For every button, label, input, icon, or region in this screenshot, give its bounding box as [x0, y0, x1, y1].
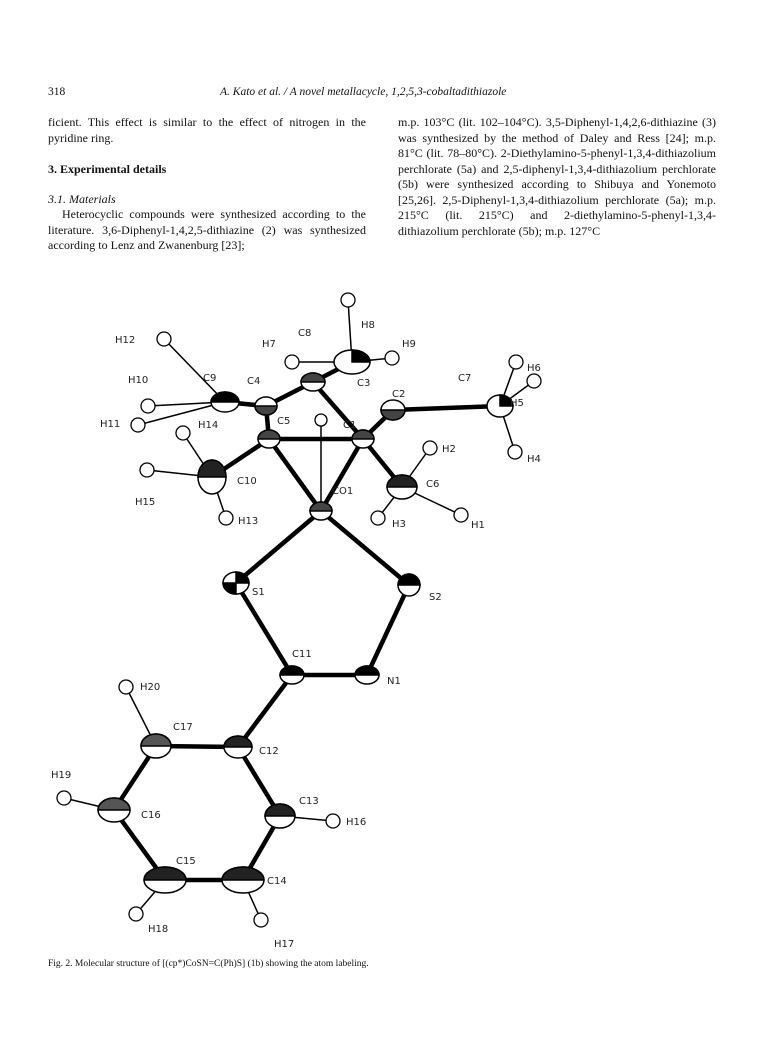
molecular-structure-figure — [40, 280, 640, 955]
atom-label-H7: H7 — [262, 339, 276, 350]
atom-label-C9: C9 — [203, 373, 217, 384]
atom-label-C4: C4 — [247, 376, 261, 387]
atom-label-C3: C3 — [357, 378, 371, 389]
atom-label-H20: H20 — [140, 682, 161, 693]
left-paragraph-2: Heterocyclic compounds were synthesized according to the literature. 3,6-Diphenyl-1,4,2,5-dithiazine (2) was synthesized according to Lenz and Zwanenburg [23]; — [48, 207, 366, 252]
atom-label-H9: H9 — [402, 339, 416, 350]
atom-label-CO1: CO1 — [332, 486, 354, 497]
atom-label-C16: C16 — [141, 810, 161, 821]
atom-label-H15: H15 — [135, 497, 156, 508]
left-paragraph-1: ficient. This effect is similar to the effect of nitrogen in the pyridine ring. — [48, 115, 366, 145]
figure-caption: Fig. 2. Molecular structure of [(cp*)CoSN=C(Ph)S] (1b) showing the atom labeling. — [48, 959, 369, 969]
atom-label-H3: H3 — [392, 519, 406, 530]
ortep-diagram — [40, 280, 640, 955]
page-number: 318 — [48, 86, 66, 98]
atom-label-C5: C5 — [277, 416, 291, 427]
atom-label-C15: C15 — [176, 856, 196, 867]
atom-label-H1: H1 — [471, 520, 485, 531]
atom-label-N1: N1 — [387, 676, 401, 687]
atom-label-C17: C17 — [173, 722, 193, 733]
atom-label-S1: S1 — [252, 587, 265, 598]
atom-label-C11: C11 — [292, 649, 312, 660]
atom-label-C14: C14 — [267, 876, 287, 887]
right-column — [398, 115, 716, 239]
atom-label-H13: H13 — [238, 516, 259, 527]
atom-label-C7: C7 — [458, 373, 472, 384]
atom-label-C10: C10 — [237, 476, 257, 487]
atom-label-H6: H6 — [527, 363, 541, 374]
atom-label-C12: C12 — [259, 746, 279, 757]
left-column — [48, 115, 366, 254]
atom-label-C1: C1 — [343, 420, 357, 431]
atom-label-C13: C13 — [299, 796, 319, 807]
atom-label-H14: H14 — [198, 420, 219, 431]
atom-label-H10: H10 — [128, 375, 149, 386]
atom-label-C2: C2 — [392, 389, 406, 400]
section-heading: 3. Experimental details — [48, 162, 167, 176]
atom-label-H2: H2 — [442, 444, 456, 455]
atom-label-H18: H18 — [148, 924, 169, 935]
atom-label-H4: H4 — [527, 454, 541, 465]
atom-label-H12: H12 — [115, 335, 136, 346]
atom-label-H17: H17 — [274, 939, 295, 950]
atom-label-S2: S2 — [429, 592, 442, 603]
atom-label-H16: H16 — [346, 817, 367, 828]
running-title: A. Kato et al. / A novel metallacycle, 1,2,5,3-cobaltadithiazole — [220, 86, 507, 98]
right-paragraph-1: m.p. 103°C (lit. 102–104°C). 3,5-Diphenyl-1,4,2,6-dithiazine (3) was synthesized by the method of Daley and Ress [24]; m.p. 81°C (lit. 78–80°C). 2-Diethylamino-5-phenyl-1,3,4-dithiazolium perchlorate (5a) and 2,5-diphenyl-1,3,4-dithiazolium perchlorate (5b) were synthesized according to Shibuya and Yonemoto [25,26]. 2,5-Diphenyl-1,3,4-dithiazolium perchlorate (5a); m.p. 215°C (lit. 215°C) and 2-diethylamino-5-phenyl-1,3,4-dithiazolium perchlorate (5b); m.p. 127°C — [398, 115, 716, 238]
atom-label-H11: H11 — [100, 419, 121, 430]
atom-label-H8: H8 — [361, 320, 375, 331]
atom-label-H19: H19 — [51, 770, 72, 781]
atom-label-C6: C6 — [426, 479, 440, 490]
atom-label-C8: C8 — [298, 328, 312, 339]
atom-label-H5: H5 — [510, 398, 524, 409]
subsection-heading: 3.1. Materials — [48, 191, 116, 206]
